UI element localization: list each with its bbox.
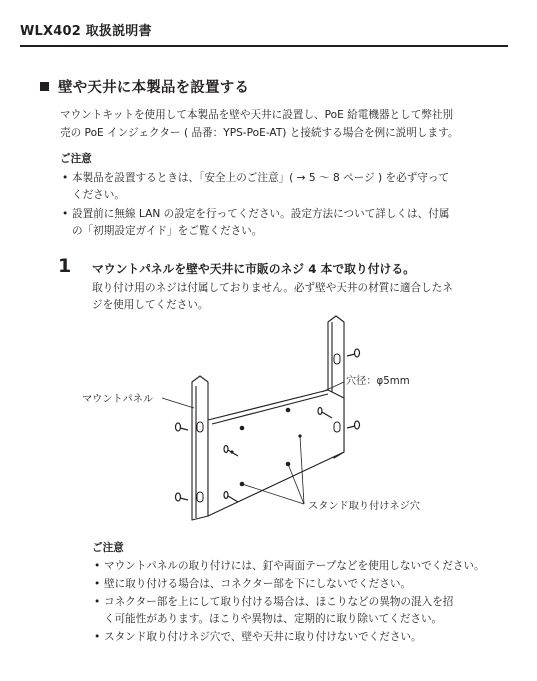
mount-panel-diagram	[70, 312, 510, 532]
label-mount-panel: マウントパネル	[82, 394, 154, 405]
intro-line: マウントキットを使用して本製品を壁や天井に設置し、PoE 給電機器として弊社別	[60, 109, 454, 121]
caution-title: ご注意	[60, 153, 92, 165]
square-bullet-icon	[40, 82, 49, 91]
header-rule	[20, 45, 508, 47]
caution-list	[60, 170, 512, 240]
step-title: マウントパネルを壁や天井に市販のネジ 4 本で取り付ける。	[92, 262, 415, 276]
caution-item: • 壁に取り付ける場合は、コネクター部を下にしないでください。	[92, 576, 522, 593]
step-number: 1	[58, 255, 72, 277]
mount-panel-illustration	[70, 312, 510, 532]
intro-line: 売の PoE インジェクター ( 品番：YPS-PoE-AT) と接続する場合を例に説明します。	[60, 127, 459, 139]
caution-item: • 設置前に無線 LAN の設定を行ってください。設定方法について詳しくは、付属 の「初期設定ガイド」をご覧ください。	[60, 206, 512, 240]
caution-item: • 本製品を設置するときは、「安全上のご注意」( → 5 ～ 8 ページ ) を必ず守って ください。	[60, 170, 512, 204]
caution-item: • コネクター部を上にして取り付ける場合は、ほこりなどの異物の混入を招 く可能性があります。ほこりや異物は、定期的に取り除いてください。	[92, 594, 522, 628]
label-stand-screw-hole: スタンド取り付けネジ穴	[308, 501, 421, 512]
screw-icon	[347, 349, 360, 357]
caution-item: • マウントパネルの取り付けには、釘や両面テープなどを使用しないでください。	[92, 558, 522, 575]
caution-list	[92, 558, 522, 646]
section-title	[40, 76, 249, 97]
document-header: WLX402 取扱説明書	[20, 24, 152, 39]
step-description: 取り付け用のネジは付属しておりません。必ず壁や天井の材質に適合したネ ジを使用してください。	[92, 282, 453, 311]
intro-paragraph	[60, 106, 510, 142]
caution-item: • スタンド取り付けネジ穴で、壁や天井に取り付けないでください。	[92, 629, 522, 646]
caution-title: ご注意	[92, 542, 124, 554]
label-hole-diameter: 穴径：φ5mm	[346, 376, 410, 387]
section-title-text: 壁や天井に本製品を設置する	[58, 80, 250, 96]
screw-icon	[347, 421, 360, 429]
screw-icon	[176, 423, 189, 431]
screw-icon	[176, 493, 189, 501]
